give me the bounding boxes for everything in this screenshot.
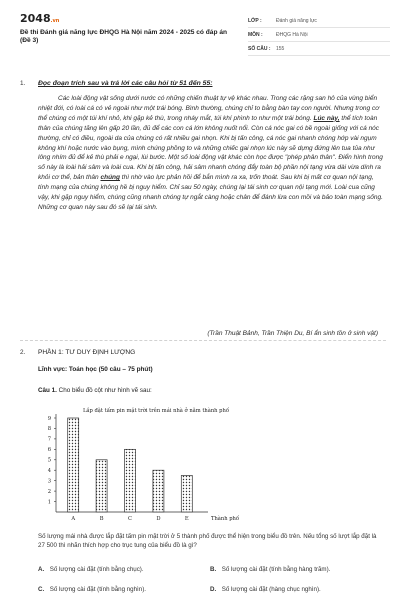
x-axis-label: Thành phố [211,516,240,522]
x-tick-label: C [128,516,132,522]
meta-value: 155 [276,46,285,52]
y-tick-label: 1 [47,499,51,506]
meta-value: ĐHQG Hà Nội [276,32,308,38]
option-letter: D. [210,586,217,593]
y-tick-label: 5 [47,457,51,464]
meta-row-class [248,14,390,28]
question-heading: Đọc đoạn trích sau và trả lời các câu hỏi từ 51 đến 55: [38,80,213,87]
bar-d [153,470,164,512]
question-prompt [38,387,152,394]
option-text: Số lượng cài đặt (tính bằng chục). [49,566,144,573]
bar-b [96,460,107,512]
meta-key: LỚP : [248,18,262,24]
option-text: Số lượng cài đặt (tính bằng hàng trăm). [221,566,331,573]
y-tick-label: 4 [47,468,51,475]
answer-option-d[interactable] [210,586,321,593]
question-number: 2. [20,349,26,356]
x-tick-label: E [184,516,189,522]
logo-suffix: .vn [50,18,60,24]
logo-text: 2048 [20,12,51,25]
y-tick-label: 6 [47,447,51,454]
chart-bars [68,418,193,512]
y-tick-label: 9 [47,415,51,422]
reading-passage [38,94,386,213]
option-letter: A. [38,566,45,573]
x-tick-label: B [99,516,104,522]
question-label: Câu 1. [38,387,57,394]
exam-meta [248,14,390,56]
field-label: Lĩnh vực: Toán học (50 câu – 75 phút) [38,366,153,373]
meta-row-subject [248,28,390,42]
y-tick-label: 8 [47,426,51,433]
bar-a [68,418,79,512]
y-tick-label: 2 [47,488,51,495]
meta-key: SỐ CÂU : [248,46,271,52]
x-tick-label: D [156,516,161,522]
passage-text: thì nhờ vào lực phản hồi để bắn mình ra xa, trốn thoát. Sau khi bị mất cơ quan nội tạng, tính mạng của chúng không hề bị nguy hiểm. Chỉ sau 50 ngày, chúng lại tái sinh cơ quan nội tạng mới. Loài cua cũng vậy, khi gặp nguy hiểm, chúng cũng nhanh chóng tự ngắt càng hoặc chân để đánh lừa con mồi và bảo toàn mạng sống. Những cơ quan này sau đó sẽ lại tái sinh. [38,174,383,211]
meta-value: Đánh giá năng lực [276,18,317,24]
question-prompt-text: Cho biểu đồ cột như hình vẽ sau: [56,387,152,394]
answer-option-a[interactable] [38,566,144,573]
page-header [20,12,390,60]
meta-key: MÔN : [248,32,263,38]
question-text: Số lượng mái nhà được lắp đặt tấm pin mặt trời ở 5 thành phố được thể hiện trong biểu đồ trên. Nếu tổng số lượt lắp đặt là 27 500 thì nhãn thích hợp cho trục tung của biểu đồ là gì? [38,533,377,549]
site-logo[interactable] [20,12,59,25]
answer-option-c[interactable] [38,586,146,593]
question-number: 1. [20,80,26,87]
passage-bold-underlined: chúng [100,174,120,182]
bar-chart [38,400,258,526]
bar-e [181,475,192,512]
chart-title: Lắp đặt tấm pin mặt trời trên mái nhà ở năm thành phố [82,408,230,414]
option-letter: C. [38,586,45,593]
y-tick-label: 3 [47,478,51,485]
section-divider [20,340,386,341]
bar-c [125,449,136,512]
y-tick-label: 7 [47,436,51,443]
passage-underlined: Lúc này, [313,114,340,122]
answer-option-b[interactable] [210,566,330,573]
option-text: Số lượng cài đặt (tính bằng nghìn). [49,586,146,593]
x-tick-label: A [71,516,76,522]
passage-text: Các loài động vật sống dưới nước có những chiến thuật tự vệ khác nhau. Trong các rặng san hô của vùng biển nhiệt đới, có loài cá có vẻ ngoài như một trái bóng. Bình thường, chúng chỉ to bằng bàn tay con người. Nhưng trong cơ thể chúng có một túi khí nhỏ, khi gặp kẻ thù, trong nháy mắt, túi khí phình to như một trái bóng. [38,95,380,122]
meta-row-question-count [248,42,390,56]
passage-text: thể tích toàn thân của chúng tăng lên gấp 20 lần, đủ để các con cá lớn không nuốt nổi. Còn cá nóc gai có bề ngoài giống với cá nóc thường, chỉ có điều, ngoài da của chúng có rất nhiều gai nhọn. Khi bị tấn công, cá nóc gai nhanh chóng hớp vài ngụm không khí hoặc nước vào bụng, mình chúng phồng to và những chiếc gai nhọn lúc này sẽ dựng đứng lên tua tủa như lông nhím đủ để kẻ thù phải e ngại, lùi bước. Một số loài động vật khác còn học được "phép phân thân". Điển hình trong số này là loài hải sâm và loài cua. Khi bị tấn công, hải sâm nhanh chóng đẩy toàn bộ phần nội tạng vừa dài vừa dính ra khỏi cơ thể, bản thân [38,114,383,182]
passage-source: (Trần Thuật Bảnh, Trần Thiện Du, Bí ẩn sinh tồn ở sinh vật) [207,330,378,337]
option-text: Số lượng cài đặt (hàng chục nghìn). [221,586,321,593]
section-title: PHẦN 1: TƯ DUY ĐỊNH LƯỢNG [38,349,136,356]
option-letter: B. [210,566,217,573]
exam-title: Đề thi Đánh giá năng lực ĐHQG Hà Nội năm 2024 - 2025 có đáp án (Đề 3) [20,29,228,44]
